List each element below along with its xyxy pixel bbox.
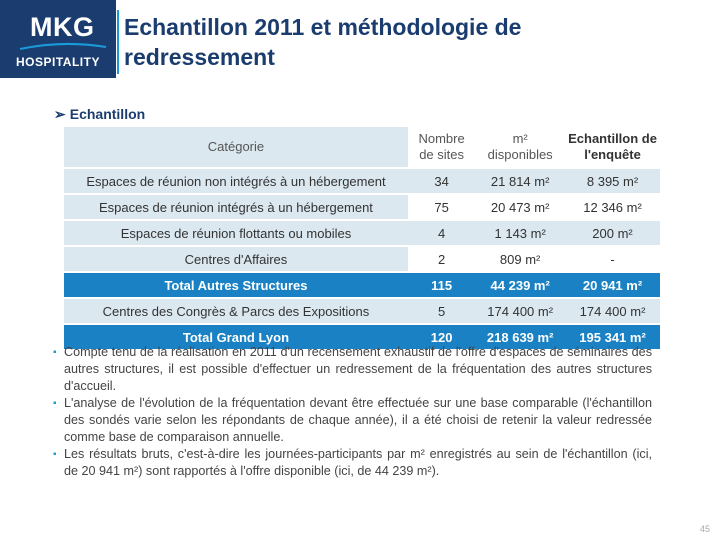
table-row	[64, 168, 660, 194]
mkg-logo	[8, 10, 108, 70]
table-header-row	[64, 127, 660, 168]
row-count: 34	[408, 168, 475, 194]
section-heading-text: Echantillon	[69, 106, 146, 122]
row-sample: 20 941 m²	[565, 272, 660, 298]
bullet-text: Les résultats bruts, c'est-à-dire les journées-participants par m² enregistrés au sein de l'échantillon (ici, de 20 941 m²) sont rapportés à l'offre disponible (ici, de 44 239 m²).	[64, 447, 652, 478]
row-category: Espaces de réunion non intégrés à un hébergement	[64, 168, 408, 194]
row-sample: -	[565, 246, 660, 272]
row-category: Centres d'Affaires	[64, 246, 408, 272]
logo-sub-text: HOSPITALITY	[16, 55, 100, 69]
table-row	[64, 298, 660, 324]
row-m2: 218 639 m²	[475, 324, 565, 350]
page-number: 45	[700, 524, 711, 534]
row-count: 2	[408, 246, 475, 272]
page-title: Echantillon 2011 et méthodologie de redressement	[124, 14, 522, 70]
row-category: Total Grand Lyon	[64, 324, 408, 350]
row-category: Centres des Congrès & Parcs des Expositions	[64, 298, 408, 324]
row-count: 115	[408, 272, 475, 298]
list-item	[54, 395, 652, 446]
row-sample: 8 395 m²	[565, 168, 660, 194]
bullet-list	[54, 344, 652, 480]
section-heading	[54, 106, 145, 123]
header-sample: Echantillon de l'enquête	[565, 127, 660, 168]
row-sample: 200 m²	[565, 220, 660, 246]
header-divider	[117, 10, 119, 74]
header-m2: m² disponibles	[475, 127, 565, 168]
bullet-dot-icon: ▪	[53, 449, 57, 460]
list-item	[54, 446, 652, 480]
row-count: 75	[408, 194, 475, 220]
row-m2: 1 143 m²	[475, 220, 565, 246]
header-count: Nombre de sites	[408, 127, 475, 168]
row-m2: 21 814 m²	[475, 168, 565, 194]
row-sample: 12 346 m²	[565, 194, 660, 220]
logo-main-text: MKG	[30, 12, 95, 42]
slide-header	[0, 0, 720, 88]
arrow-bullet-icon: ➢	[54, 106, 66, 122]
logo-swoosh-icon	[18, 42, 108, 52]
bullet-dot-icon: ▪	[53, 347, 57, 358]
bullet-text: Compte tenu de la réalisation en 2011 d'un recensement exhaustif de l'offre d'espaces de séminaires des autres structures, il est possible d'effectuer un redressement de la fréquentation des autres structures d'accueil.	[64, 345, 652, 393]
table-row	[64, 246, 660, 272]
row-count: 4	[408, 220, 475, 246]
row-count: 5	[408, 298, 475, 324]
row-m2: 174 400 m²	[475, 298, 565, 324]
table-row	[64, 194, 660, 220]
row-category: Espaces de réunion intégrés à un hébergement	[64, 194, 408, 220]
row-m2: 44 239 m²	[475, 272, 565, 298]
row-m2: 20 473 m²	[475, 194, 565, 220]
row-sample: 174 400 m²	[565, 298, 660, 324]
table-row	[64, 220, 660, 246]
table-total-row	[64, 272, 660, 298]
row-m2: 809 m²	[475, 246, 565, 272]
row-sample: 195 341 m²	[565, 324, 660, 350]
bullet-dot-icon: ▪	[53, 398, 57, 409]
bullet-text: L'analyse de l'évolution de la fréquentation devant être effectuée sur une base comparable (l'échantillon des sondés varie selon les répondants de chaque année), il a été choisi de retenir la valeur redressée comme base de comparaison annuelle.	[64, 396, 652, 444]
row-category: Espaces de réunion flottants ou mobiles	[64, 220, 408, 246]
sample-table	[64, 127, 660, 351]
list-item	[54, 344, 652, 395]
header-category: Catégorie	[64, 127, 408, 168]
row-count: 120	[408, 324, 475, 350]
row-category: Total Autres Structures	[64, 272, 408, 298]
